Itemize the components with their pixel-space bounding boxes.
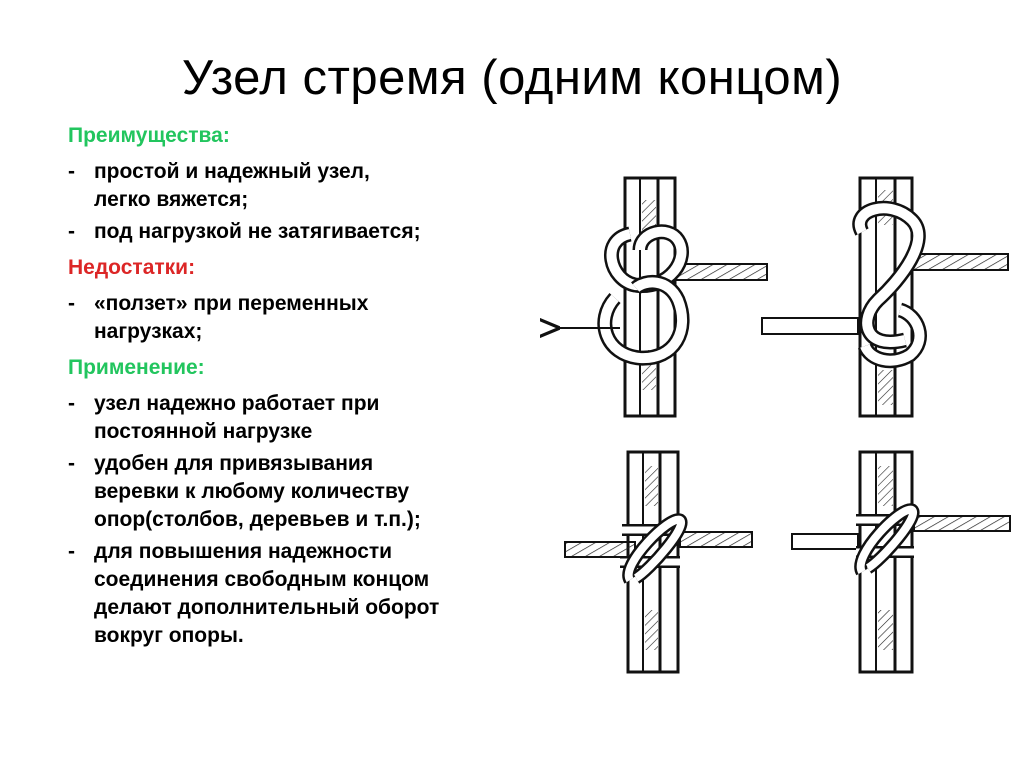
knot-step-4 [792,452,1010,672]
section-heading-application: Применение: [68,356,205,379]
dash-marker: - [68,220,75,243]
list-item [68,218,548,246]
list-item-text: узел надежно работает при постоянной нагрузке [94,392,380,443]
list-item-text: для повышения надежности соединения свободным концом делают дополнительный оборот вокруг опоры. [94,540,440,647]
list-item [68,390,548,446]
section-heading-advantages: Преимущества: [68,124,230,147]
slide-title: Узел стремя (одним концом) [181,51,843,105]
list-item-text: простой и надежный узел, легко вяжется; [94,160,370,211]
list-item-text: удобен для привязывания веревки к любому количеству опор(столбов, деревьев и т.п.); [94,452,421,531]
dash-marker: - [68,540,75,563]
list-item-text: «ползет» при переменных нагрузках; [94,292,369,343]
dash-marker: - [68,452,75,475]
text-column [68,122,548,654]
knot-step-3 [565,452,752,672]
knot-illustration [540,170,1024,710]
knot-step-2 [762,178,1008,416]
knot-step-1 [558,178,767,416]
dash-marker: - [68,160,75,183]
list-item [68,538,548,650]
list-item-text: под нагрузкой не затягивается; [94,220,421,243]
section-heading-disadvantages: Недостатки: [68,256,196,279]
dash-marker: - [68,292,75,315]
dash-marker: - [68,392,75,415]
list-item [68,290,548,346]
list-item [68,450,548,534]
list-item [68,158,548,214]
